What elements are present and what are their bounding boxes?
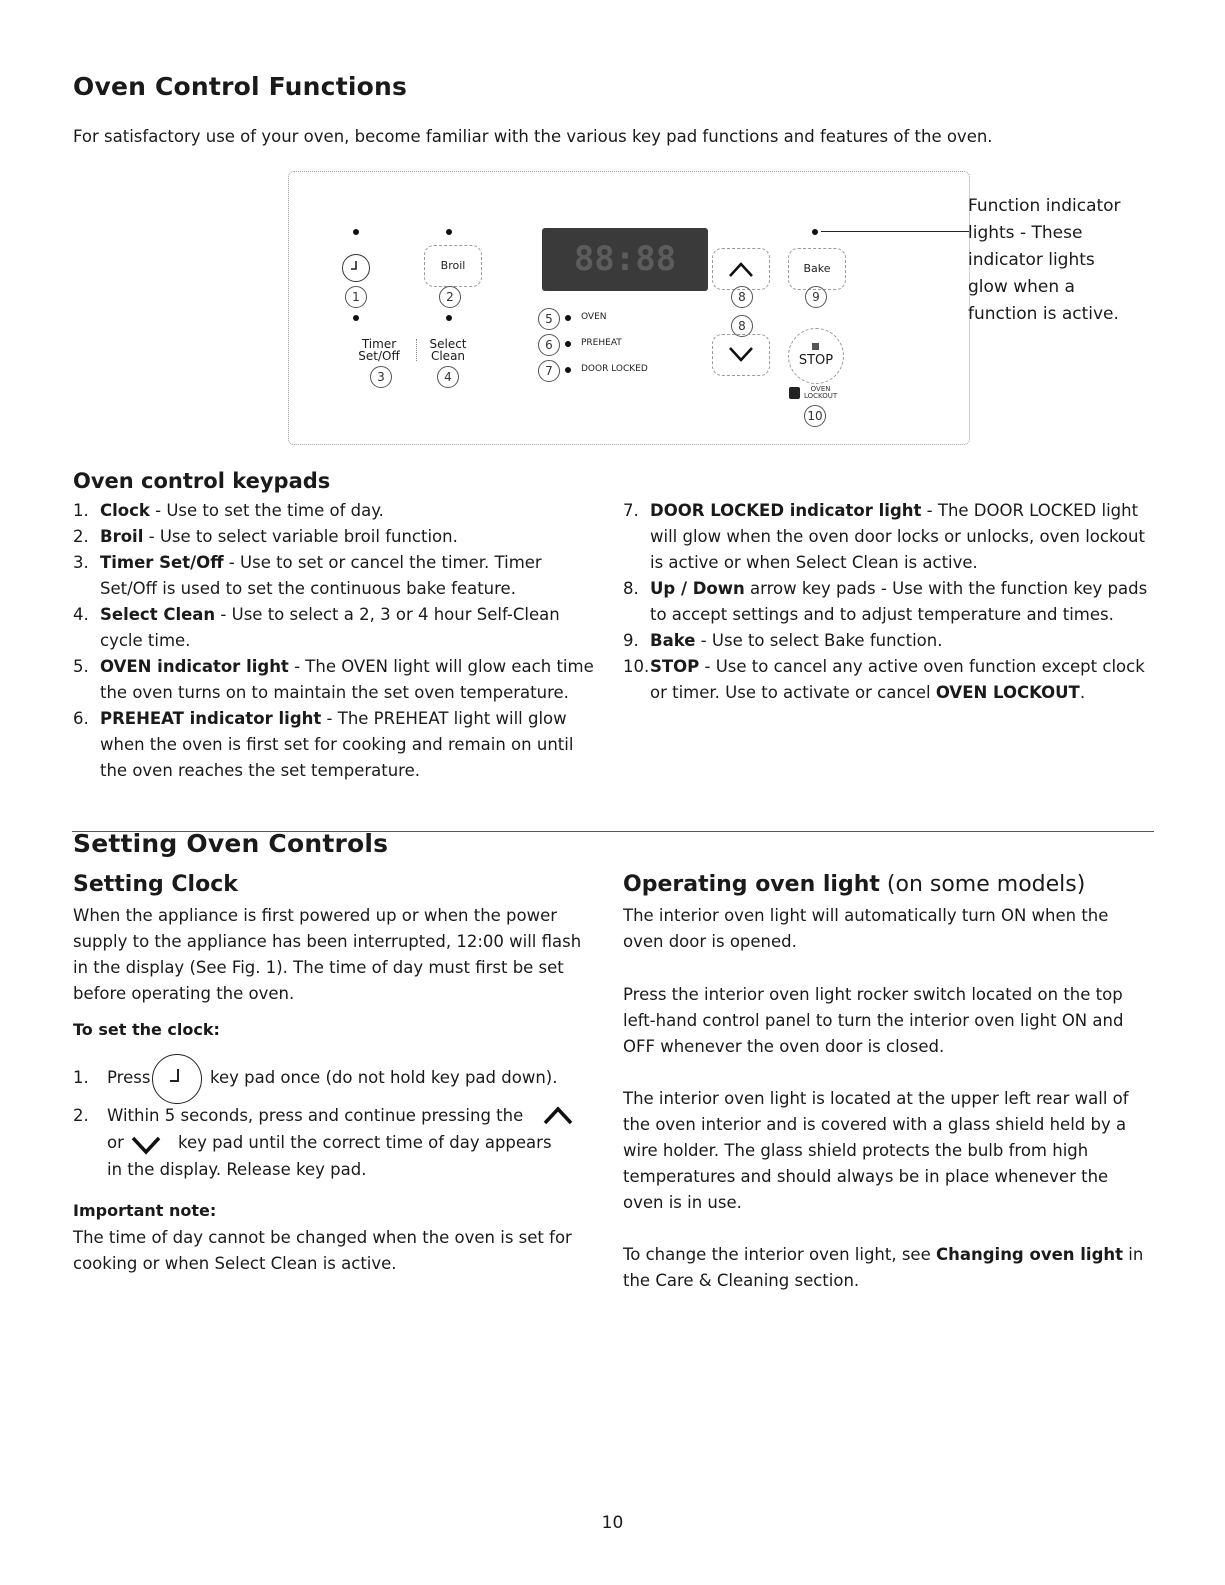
annotation-leader-line [821,231,969,232]
item-text: arrow key pads - Use with the function key pads to accept settings and to adjust temperature and times. [650,579,1148,624]
indicator-dot [353,229,359,235]
item-number: 5. [73,657,89,676]
bake-number: 9 [805,286,827,308]
important-note-heading: Important note: [73,1201,217,1220]
oven-lockout-number: 10 [804,405,826,427]
item-number: 6. [73,709,89,728]
step-1-text: key pad once (do not hold key pad down). [210,1068,558,1087]
keypad-list-item [73,654,603,706]
indicator-dot [353,315,359,321]
item-separator: - [149,501,167,520]
oven-light-heading-note: (on some models) [886,872,1086,897]
para-4-text: To change the interior oven light, see [623,1245,931,1264]
step-2-text-end: in the display. Release key pad. [107,1160,367,1179]
preheat-indicator-label: PREHEAT [581,338,622,348]
item-term: OVEN LOCKOUT [935,683,1080,702]
item-term: Clock [100,501,150,520]
item-text: Use to select variable broil function. [159,527,458,546]
item-number: 10. [623,657,650,676]
setting-controls-title: Setting Oven Controls [73,829,389,858]
item-number: 1. [73,501,89,520]
oven-light-para-1: The interior oven light will automatically turn ON when the oven door is opened. [623,906,1109,951]
keypads-list-right [623,498,1153,706]
step-2-text: Within 5 seconds, press and continue pressing the [107,1106,524,1125]
keypad-list-item [73,550,603,602]
door-locked-number: 7 [538,360,560,382]
changing-oven-light-reference: Changing oven light [935,1245,1124,1264]
keypad-list-item [73,498,603,524]
oven-light-para-2: Press the interior oven light rocker switch located on the top left-hand control panel to turn the interior oven light ON and OFF whenever the oven door is closed. [623,985,1124,1056]
clock-number: 1 [345,286,367,308]
digital-display [542,228,708,291]
lock-icon [789,387,800,399]
item-term: OVEN indicator light [100,657,289,676]
step-2-number: 2. [73,1106,89,1125]
item-term: Timer Set/Off [100,553,224,572]
up-arrow-number: 8 [731,286,753,308]
item-number: 9. [623,631,639,650]
select-clean-number: 4 [437,366,459,388]
item-number: 3. [73,553,89,572]
important-note-paragraph: The time of day cannot be changed when the oven is set for cooking or when Select Clean is active. [73,1228,572,1273]
broil-number: 2 [439,286,461,308]
bake-key: Bake [788,248,846,290]
setting-clock-heading: Setting Clock [73,872,238,897]
intro-text: For satisfactory use of your oven, become familiar with the various key pad functions and features of the oven. [73,127,993,146]
keypad-list-item [623,498,1153,576]
down-arrow-key [712,334,770,376]
item-text: Use to set or cancel the timer. Timer Set/Off is used to set the continuous bake feature. [100,553,542,598]
down-arrow-number: 8 [731,315,753,337]
step-1-press: Press [107,1068,151,1087]
keypads-heading: Oven control keypads [73,469,331,493]
para-4-text-end: in the Care & Cleaning section. [623,1245,1144,1290]
select-clean-key-label: Select Clean [429,337,467,363]
clock-key [342,254,370,282]
function-indicator-annotation [968,193,1121,328]
item-separator: - [695,631,712,650]
annotation-line: lights - These [968,223,1083,243]
timer-number: 3 [370,366,392,388]
up-arrow-icon [541,1101,575,1127]
stop-key [788,328,844,384]
item-separator: - [223,553,241,572]
oven-light-heading [623,872,1085,897]
clock-icon [343,255,369,281]
oven-lockout-label: OVEN LOCKOUT [804,385,838,400]
item-term: STOP [650,657,700,676]
oven-number: 5 [538,308,560,330]
step-2-text-cont: key pad until the correct time of day appears [178,1133,552,1152]
display-digits: 88:88 [573,239,677,279]
item-number: 8. [623,579,639,598]
page-number: 10 [601,1513,624,1533]
item-separator: - [288,657,306,676]
keypad-list-item [623,654,1153,706]
setting-clock-paragraph: When the appliance is first powered up or when the power supply to the appliance has been interrupted, 12:00 will flash in the display (See Fig. 1). The time of day must first be set before operating the oven. [73,906,582,1003]
item-term: PREHEAT indicator light [100,709,322,728]
keypad-list-item [73,524,603,550]
item-text: The OVEN light will glow each time the oven turns on to maintain the set oven temperature. [100,657,594,702]
item-number: 7. [623,501,639,520]
indicator-dot [446,315,452,321]
item-separator: - [215,605,232,624]
up-arrow-key [712,248,770,290]
up-arrow-icon [713,249,769,289]
item-text: Use to set the time of day. [166,501,384,520]
oven-light-heading-bold: Operating oven light [623,872,880,897]
keypad-list-item [73,602,603,654]
item-separator: - [143,527,160,546]
timer-key-label: Timer Set/Off [358,337,400,363]
keypad-list-item [623,576,1153,628]
bake-indicator-dot [812,229,818,235]
oven-light-para-3: The interior oven light is located at the upper left rear wall of the oven interior and is covered with a glass shield held by a wire holder. The glass shield protects the bulb from high temperatures and should always be in place whenever the oven is in use. [623,1089,1129,1212]
door-locked-indicator-label: DOOR LOCKED [581,364,648,374]
step-1-number: 1. [73,1068,89,1087]
keypads-list-left [73,498,603,784]
item-term: Select Clean [100,605,216,624]
item-separator: - [921,501,938,520]
indicator-dot [446,229,452,235]
item-term: Bake [650,631,696,650]
down-arrow-icon [713,335,769,375]
step-2-or: or [107,1133,124,1152]
door-locked-indicator-dot [565,367,571,373]
to-set-clock-heading: To set the clock: [73,1020,220,1039]
item-text: Use to select Bake function. [711,631,943,650]
item-separator: - [699,657,716,676]
item-text: Use to select a 2, 3 or 4 hour Self-Clean cycle time. [100,605,560,650]
annotation-line: function is active. [968,304,1119,324]
preheat-number: 6 [538,334,560,356]
stop-icon [812,343,819,350]
control-panel-diagram [288,171,970,445]
oven-indicator-dot [565,315,571,321]
item-text: The PREHEAT light will glow when the oven is first set for cooking and remain on until the oven reaches the set temperature. [100,709,574,780]
annotation-line: indicator lights [968,250,1095,270]
clock-icon [153,1055,201,1103]
stop-label: STOP [798,353,834,368]
item-separator: - [321,709,338,728]
annotation-line: glow when a [968,277,1075,297]
item-term: Up / Down [650,579,745,598]
divider [416,339,418,361]
annotation-line: Function indicator [968,196,1121,216]
item-number: 4. [73,605,89,624]
item-number: 2. [73,527,89,546]
item-text: The DOOR LOCKED light will glow when the oven door locks or unlocks, oven lockout is active or when Select Clean is active. [650,501,1145,572]
item-term: Broil [100,527,144,546]
keypad-list-item [73,706,603,784]
item-term: DOOR LOCKED indicator light [650,501,922,520]
item-end: . [1079,683,1086,702]
down-arrow-icon [129,1132,163,1158]
keypad-list-item [623,628,1153,654]
page-title: Oven Control Functions [73,72,408,101]
clock-key-inline [152,1054,202,1104]
item-text: Use to cancel any active oven function except clock or timer. Use to activate or cancel [650,657,1145,702]
oven-indicator-label: OVEN [581,312,607,322]
preheat-indicator-dot [565,341,571,347]
oven-light-para-4 [623,1242,1148,1294]
broil-key: Broil [424,245,482,287]
